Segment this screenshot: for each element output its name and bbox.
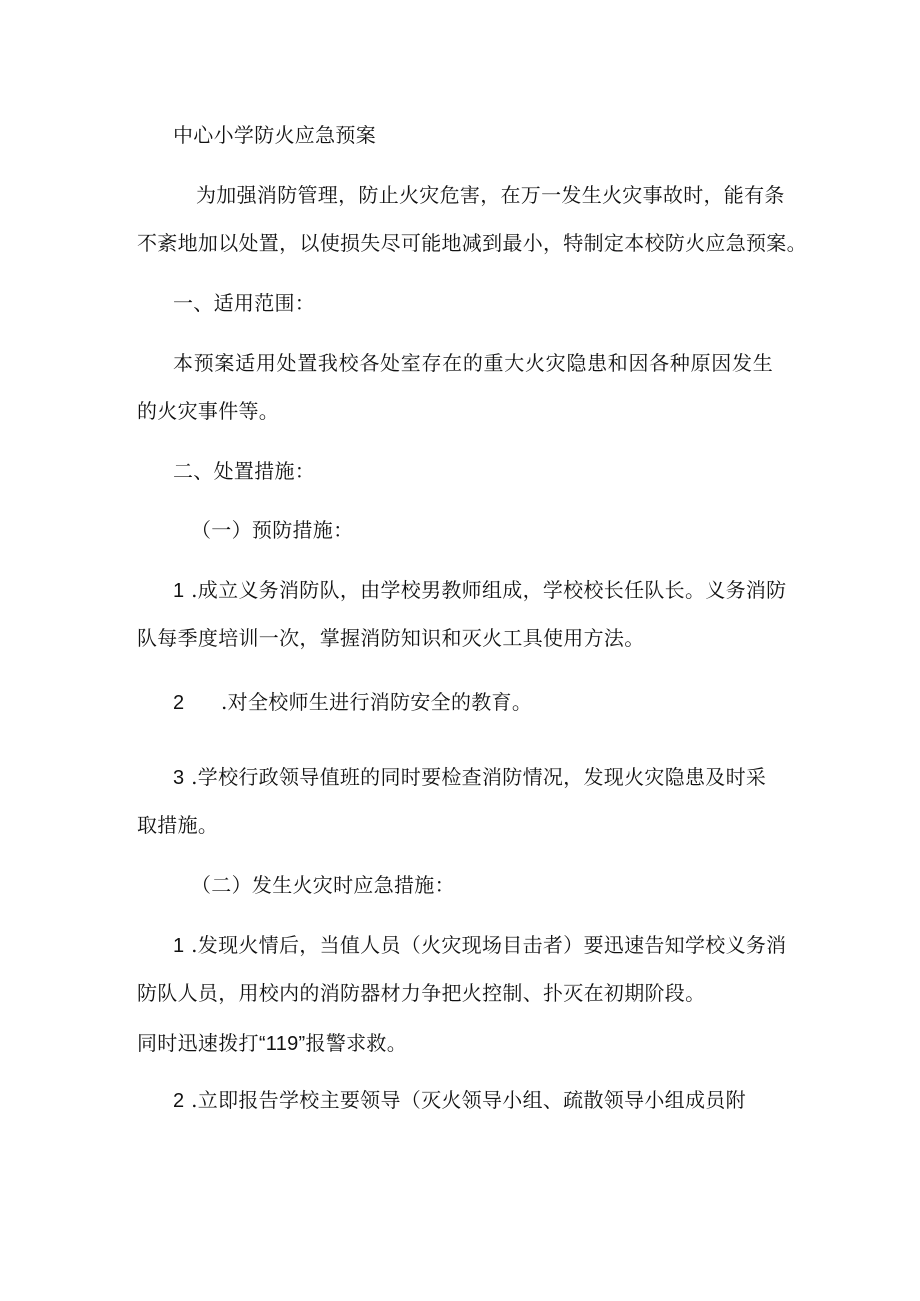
emergency-1-line-2: 防队人员，用校内的消防器材力争把火控制、扑灭在初期阶段。 bbox=[137, 981, 706, 1005]
document-title: 中心小学防火应急预案 bbox=[173, 123, 376, 147]
intro-line-1: 为加强消防管理，防止火灾危害，在万一发生火灾事故时，能有条 bbox=[196, 183, 785, 207]
item-3-number: 3 bbox=[173, 767, 185, 789]
section-1-line-2: 的火灾事件等。 bbox=[137, 399, 280, 423]
intro-line-2: 不紊地加以处置，以使损失尽可能地减到最小，特制定本校防火应急预案。 bbox=[137, 231, 807, 255]
item-2-number: 2 bbox=[173, 692, 185, 714]
emergency-2-number: 2 bbox=[173, 1090, 185, 1112]
emergency-2-text: .立即报告学校主要领导（灭火领导小组、疏散领导小组成员附 bbox=[191, 1088, 746, 1112]
emergency-2-first-line bbox=[173, 1088, 746, 1113]
section-1-heading: 一、适用范围： bbox=[173, 291, 316, 315]
item-1-text: .成立义务消防队，由学校男教师组成，学校校长任队长。义务消防 bbox=[191, 578, 787, 602]
item-1-first-line bbox=[173, 578, 786, 603]
item-3-line-2: 取措施。 bbox=[137, 813, 219, 837]
item-1-line-2: 队每季度培训一次，掌握消防知识和灭火工具使用方法。 bbox=[137, 626, 645, 650]
item-2-line bbox=[173, 690, 532, 715]
item-3-text: .学校行政领导值班的同时要检查消防情况，发现火灾隐患及时采 bbox=[191, 765, 767, 789]
item-3-first-line bbox=[173, 765, 766, 790]
emergency-1-number: 1 bbox=[173, 935, 185, 957]
emergency-1-text: .发现火情后，当值人员（火灾现场目击者）要迅速告知学校义务消 bbox=[191, 933, 787, 957]
emergency-1-line-3 bbox=[137, 1031, 407, 1056]
subsection-1-heading: （一）预防措施： bbox=[191, 518, 354, 542]
emergency-1-first-line bbox=[173, 933, 786, 958]
item-2-text: .对全校师生进行消防安全的教育。 bbox=[221, 690, 533, 714]
item-1-number: 1 bbox=[173, 580, 185, 602]
subsection-2-heading: （二）发生火灾时应急措施： bbox=[191, 873, 455, 897]
emergency-1-line-3-start: 同时迅速拨打 bbox=[137, 1031, 259, 1055]
emergency-phone-number: “119” bbox=[258, 1033, 306, 1055]
emergency-1-line-3-end: 报警求救。 bbox=[305, 1031, 408, 1055]
section-2-heading: 二、处置措施： bbox=[173, 459, 316, 483]
section-1-line-1: 本预案适用处置我校各处室存在的重大火灾隐患和因各种原因发生 bbox=[173, 351, 773, 375]
